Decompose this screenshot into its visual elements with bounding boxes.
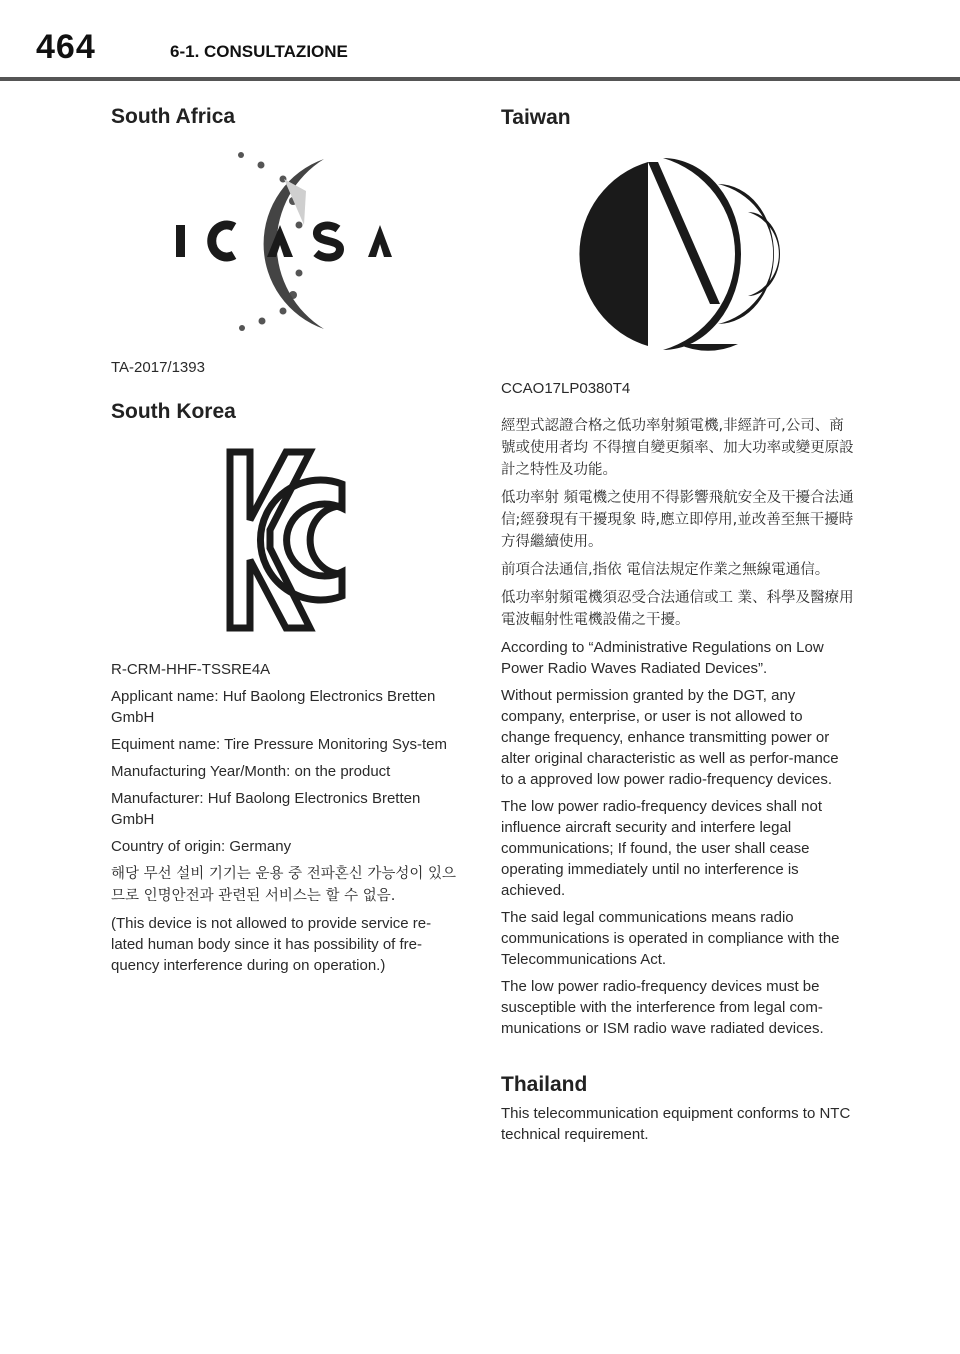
taiwan-cjk-paragraph: 低功率射 頻電機之使用不得影響飛航安全及干擾合法通信;經發現有干擾現象 時,應立即停用,並改善至無干擾時方得繼續使用。 [501, 490, 854, 550]
south-africa-heading: South Africa [111, 105, 236, 128]
icasa-logo-text: ICASA [176, 134, 225, 151]
ncc-logo-wrap [501, 154, 855, 354]
taiwan-permission-notice: Without permission granted by the DGT, any company, enterprise, or user is not allowed to change frequency, enhance transmitting power or alter original characteristic as well as perfor-mance to a approved low power radio-frequency devices. [501, 687, 839, 788]
ncc-logo-icon [578, 154, 778, 354]
kc-logo-wrap [111, 448, 461, 633]
taiwan-regulation-reference: According to “Administrative Regulations on Low Power Radio Waves Radiated Devices”. [501, 639, 824, 677]
header-rule [0, 77, 960, 81]
korea-equipment: Equiment name: Tire Pressure Monitoring Sys-tem [111, 736, 447, 753]
korea-manufacturer: Manufacturer: Huf Baolong Electronics Bretten GmbH [111, 790, 421, 828]
chapter-title: 6-1. CONSULTAZIONE [170, 42, 348, 61]
thailand-notice: This telecommunication equipment conforms to NTC technical requirement. [501, 1105, 851, 1143]
korea-origin: Country of origin: Germany [111, 838, 292, 855]
south-korea-text [111, 659, 461, 976]
taiwan-cjk-paragraph: 前項合法通信,指依 電信法規定作業之無線電通信。 [501, 562, 830, 578]
taiwan-code: CCAO17LP0380T4 [501, 380, 631, 397]
left-column [111, 96, 461, 982]
icasa-logo-icon [176, 134, 396, 337]
taiwan-english-text [501, 637, 855, 1039]
taiwan-legal-communications: The said legal communications means radio communications is operated in compliance with the Telecommunications Act. [501, 909, 840, 968]
taiwan-heading: Taiwan [501, 106, 571, 129]
kc-mark-icon [226, 448, 346, 633]
south-africa-code: TA-2017/1393 [111, 359, 205, 376]
korea-certification-code: R-CRM-HHF-TSSRE4A [111, 661, 271, 678]
page-number: 464 [36, 28, 96, 66]
taiwan-cjk-text [501, 415, 855, 631]
south-korea-heading: South Korea [111, 400, 236, 423]
right-column [501, 96, 855, 1151]
taiwan-susceptibility-notice: The low power radio-frequency devices must be susceptible with the interference from legal com-munications or ISM radio wave radiated devices. [501, 978, 824, 1037]
korea-notice-korean: 해당 무선 설비 기기는 운용 중 전파혼신 가능성이 있으므로 인명안전과 관련된 서비스는 할 수 없음. [111, 866, 457, 904]
korea-applicant: Applicant name: Huf Baolong Electronics Bretten GmbH [111, 688, 436, 726]
taiwan-cjk-paragraph: 低功率射頻電機須忍受合法通信或工 業、科學及醫療用電波輻射性電機設備之干擾。 [501, 590, 854, 628]
page-header [0, 0, 960, 80]
taiwan-cjk-paragraph: 經型式認證合格之低功率射頻電機,非經許可,公司、商號或使用者均 不得擅自變更頻率、加大功率或變更原設計之特性及功能。 [501, 418, 854, 478]
icasa-logo-wrap [111, 134, 461, 337]
thailand-heading: Thailand [501, 1073, 588, 1096]
korea-manufacturing-date: Manufacturing Year/Month: on the product [111, 763, 391, 780]
korea-notice-english: (This device is not allowed to provide service re-lated human body since it has possibility of fre-quency interference during on operation.) [111, 915, 432, 974]
taiwan-interference-notice: The low power radio-frequency devices shall not influence aircraft security and interfere legal communications; If found, the user shall cease operating immediately until no interference is achieved. [501, 798, 822, 899]
